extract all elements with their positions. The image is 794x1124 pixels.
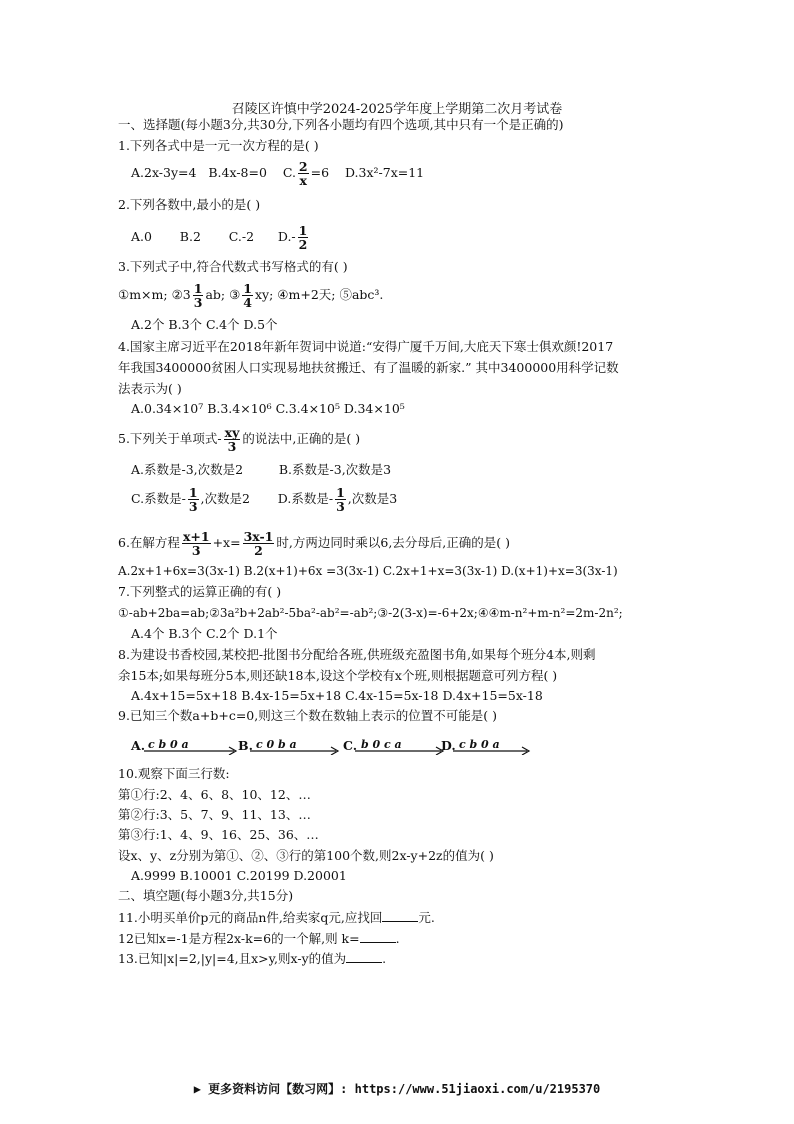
question-10-stem: 10.观察下面三行数: [118,766,230,781]
fraction: $\frac{1}{3}$ [188,485,198,514]
fraction: $\frac{1}{3}$ [336,485,345,514]
option-a: A.系数是-3,次数是2 [131,462,244,477]
question-9-stem: 9.已知三个数a+b+c=0,则这三个数在数轴上表示的位置不可能是( ) [118,708,497,723]
question-6-stem [118,530,510,557]
q9-label-d: D. [441,738,456,753]
stem-text: 时,方两边同时乘以6,去分母后,正确的是( ) [276,535,510,550]
answer-blank[interactable] [360,930,396,943]
stem-text: 13.已知|x|=2,|y|=4,且x>y,则x-y的值为 [118,951,347,966]
option-d: D.3x²-7x=11 [344,165,425,180]
question-13 [118,950,386,967]
fraction: $\frac{1}{4}$ [243,281,252,310]
option-d: D.系数是- [277,491,334,506]
question-7-options: A.4个 B.3个 C.2个 D.1个 [131,626,278,641]
question-10-options: A.9999 B.10001 C.20199 D.20001 [131,868,347,883]
question-4-options: A.0.34×10⁷ B.3.4×10⁶ C.3.4×10⁵ D.34×10⁵ [131,401,405,416]
fraction: $\frac{x+1}{3}$ [182,529,210,558]
option-d-rest: ,次数是3 [347,491,398,506]
option-c: C.-2 [228,229,255,244]
question-2-stem: 2.下列各数中,最小的是( ) [118,197,261,212]
option-a: A.2x-3y=4 [131,165,197,180]
section-heading-fill: 二、填空题(每小题3分,共15分) [118,888,294,903]
section-heading-choice: 一、选择题(每小题3分,共30分,下列各小题均有四个选项,其中只有一个是正确的) [118,117,564,132]
stem-text: +x= [212,535,241,550]
question-4-line-1: 4.国家主席习近平在2018年新年贺词中说道:“安得广厦千万间,大庇天下寒士俱欢颜!2017 [118,339,614,354]
question-7-items: ①-ab+2ba=ab;②3a²b+2ab²-5ba²-ab²=-ab²;③-2(3-x)=-6+2x;④④m-n²+m-n²=2m-2n²; [118,606,623,620]
q9-label-b: B. [238,738,253,753]
item-text: ①m×m; ②3 [118,287,191,302]
stem-text: 5.下列关于单项式- [118,431,222,446]
question-3-stem: 3.下列式子中,符合代数式书写格式的有( ) [118,259,348,274]
question-11 [118,909,435,926]
fraction: $\frac{xy}{3}$ [224,425,240,454]
option-b: B.系数是-3,次数是3 [278,462,392,477]
q9-label-c: C. [343,738,358,753]
option-c: C.系数是- [131,491,186,506]
question-8-line-1: 8.为建设书香校园,某校把-批图书分配给各班,供班级充盈图书角,如果每个班分4本,则剩 [118,647,596,662]
question-3-options: A.2个 B.3个 C.4个 D.5个 [131,317,278,332]
question-7-stem: 7.下列整式的运算正确的有( ) [118,584,282,599]
question-6-options: A.2x+1+6x=3(3x-1) B.2(x+1)+6x =3(3x-1) C.2x+1+x=3(3x-1) D.(x+1)+x=3(3x-1) [118,564,618,578]
stem-text: 12已知x=-1是方程2x-k=6的一个解,则 k= [118,931,360,946]
question-10-row-2: 第②行:3、5、7、9、11、13、… [118,807,311,822]
stem-text: . [382,951,387,966]
question-10-row-3: 第③行:1、4、9、16、25、36、… [118,827,319,842]
stem-text: 的说法中,正确的是( ) [242,431,361,446]
question-5-stem [118,426,360,453]
answer-blank[interactable] [382,909,418,922]
option-c-rest: ,次数是2 [200,491,250,506]
question-2-options [131,224,310,251]
question-8-options: A.4x+15=5x+18 B.4x-15=5x+18 C.4x-15=5x-18 D.4x+15=5x-18 [131,688,543,703]
option-a: A.0 [131,229,152,244]
question-4-line-2: 年我国3400000贫困人口实现易地扶贫搬迁、有了温暖的新家.” 其中3400000用科学记数 [118,360,619,375]
option-b: B.2 [179,229,201,244]
stem-text: . [395,931,400,946]
axis-labels-c: b 0 c a [361,738,402,751]
fraction: $\frac{2}{x}$ [298,159,308,188]
question-12 [118,930,400,947]
question-4-line-3: 法表示为( ) [118,381,182,396]
question-10-ask: 设x、y、z分别为第①、②、③行的第100个数,则2x-y+2z的值为( ) [118,848,494,863]
question-10-row-1: 第①行:2、4、6、8、10、12、… [118,787,311,802]
axis-labels-d: c b 0 a [459,738,500,751]
fraction: $\frac{1}{2}$ [298,223,308,252]
question-5-options-cd [131,486,397,513]
answer-blank[interactable] [346,950,382,963]
option-c-rest: =6 [310,165,330,180]
option-c-label: C. [282,165,296,180]
stem-text: 元. [418,910,435,925]
fraction: $\frac{1}{3}$ [193,281,203,310]
axis-labels-a: c b 0 a [148,738,189,751]
option-d-label: D.- [277,229,296,244]
q9-label-a: A. [131,738,146,753]
question-5-options-ab [131,462,391,478]
question-1-options [131,160,424,187]
fraction: $\frac{3x-1}{2}$ [243,529,274,558]
exam-title: 召陵区许慎中学2024-2025学年度上学期第二次月考试卷 [231,102,563,117]
question-3-items [118,282,383,309]
option-b: B.4x-8=0 [208,165,267,180]
axis-labels-b: c 0 b a [256,738,297,751]
stem-text: 11.小明买单价p元的商品n件,给卖家q元,应找回 [118,910,383,925]
item-text: ab; ③ [205,287,241,302]
footer-link[interactable]: ▶ 更多资料访问【数习网】: https://www.51jiaoxi.com/u/2195370 [193,1082,601,1096]
question-1-stem: 1.下列各式中是一元一次方程的是( ) [118,138,319,153]
item-text: xy; ④m+2天; ⑤abc³. [255,287,384,302]
stem-text: 6.在解方程 [118,535,180,550]
question-8-line-2: 余15本;如果每班分5本,则还缺18本,设这个学校有x个班,则根据题意可列方程( ) [118,668,558,683]
